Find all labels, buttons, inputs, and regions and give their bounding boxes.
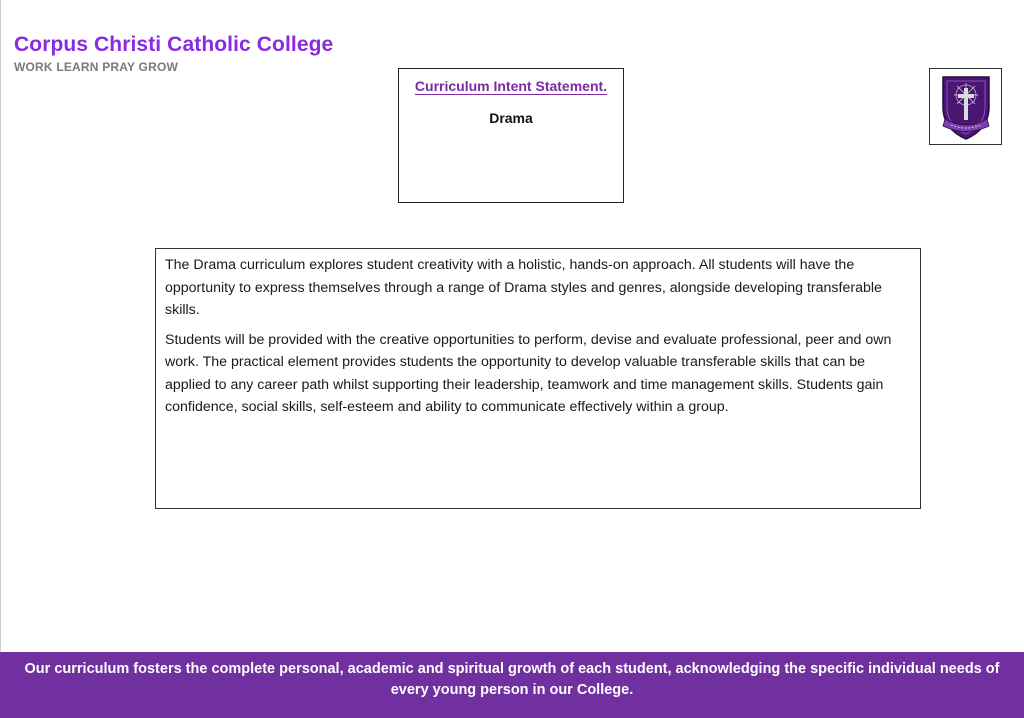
- college-motto: WORK LEARN PRAY GROW: [14, 60, 179, 74]
- content-paragraph: Students will be provided with the creative opportunities to perform, devise and evaluate professional, peer and own work. The practical element provides students the opportunity to develop valuable transferable skills that can be applied to any career path whilst supporting their leadership, teamwork and time management skills. Students gain confidence, social skills, self-esteem and ability to communicate effectively within a group.: [165, 331, 892, 415]
- school-crest-icon: [937, 73, 995, 141]
- intent-title: Curriculum Intent Statement.: [414, 78, 608, 94]
- crest-frame: [929, 68, 1002, 145]
- footer-banner: Our curriculum fosters the complete personal, academic and spiritual growth of each student, acknowledging the specific individual needs of every young person in our College.: [0, 652, 1024, 718]
- curriculum-intent-box: [398, 68, 624, 203]
- content-paragraph: The Drama curriculum explores student creativity with a holistic, hands-on approach. All students will have the opportunity to express themselves through a range of Drama styles and genres, alongside developing transferable skills.: [165, 257, 882, 318]
- curriculum-content-box: [155, 248, 921, 509]
- intent-subject: Drama: [489, 110, 533, 126]
- page-left-edge: [0, 0, 1, 652]
- college-name: Corpus Christi Catholic College: [14, 33, 334, 56]
